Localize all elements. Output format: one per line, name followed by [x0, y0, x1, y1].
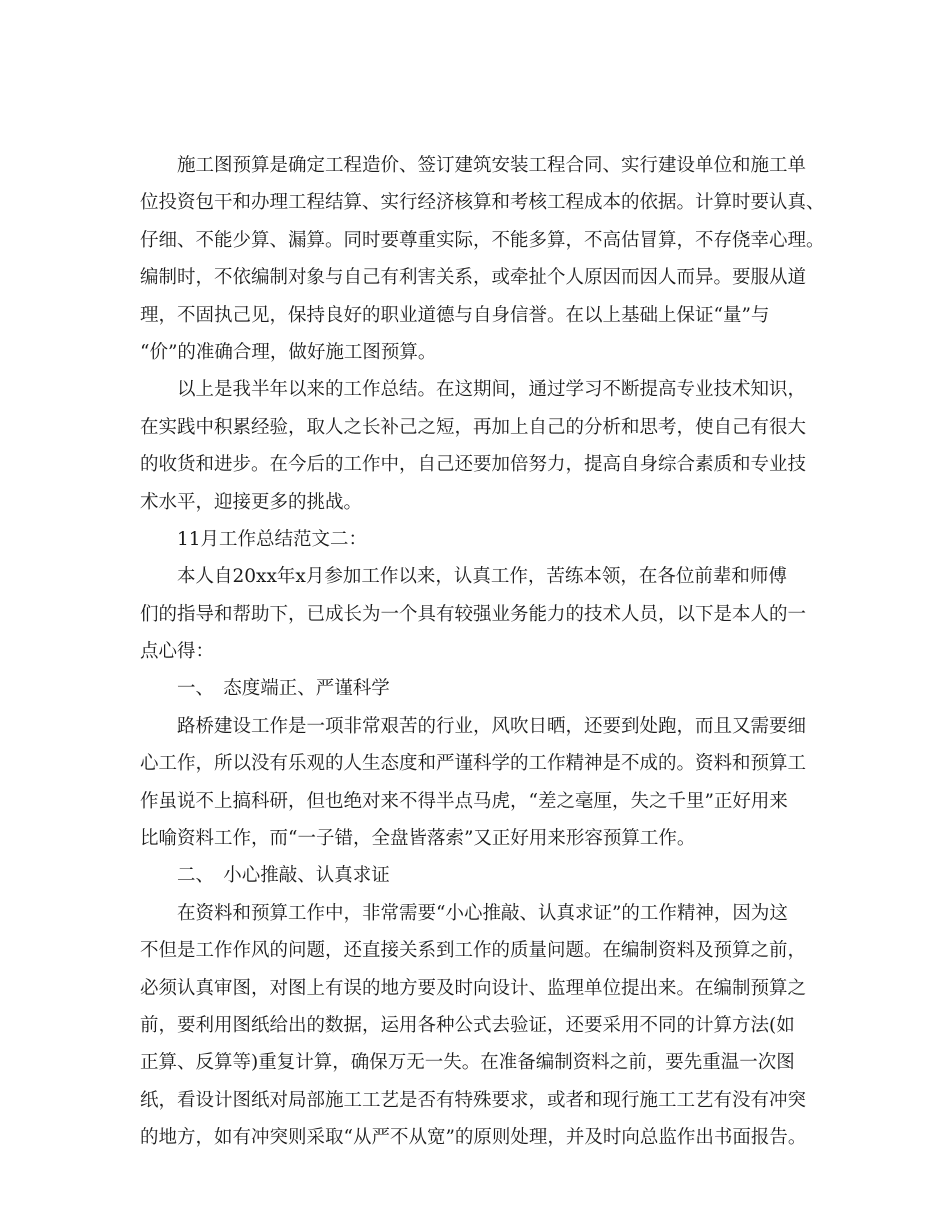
text-line: 前，要利用图纸给出的数据，运用各种公式去验证，还要采用不同的计算方法(如: [140, 1014, 795, 1036]
text-line: 位投资包干和办理工程结算、实行经济核算和考核工程成本的依据。计算时要认真、: [140, 192, 825, 214]
text-line: 比喻资料工作，而“一子错，全盘皆落索”又正好用来形容预算工作。: [140, 828, 696, 850]
text-line: 纸，看设计图纸对局部施工工艺是否有特殊要求，或者和现行施工工艺有没有冲突: [140, 1089, 807, 1111]
text-line: 路桥建设工作是一项非常艰苦的行业，风吹日晒，还要到处跑，而且又需要细: [177, 715, 807, 737]
text-line: 心工作，所以没有乐观的人生态度和严谨科学的工作精神是不成的。资料和预算工: [140, 753, 807, 775]
text-line: 作虽说不上搞科研，但也绝对来不得半点马虎，“差之毫厘，失之千里”正好用来: [140, 790, 788, 812]
text-line: “价”的准确合理，做好施工图预算。: [140, 341, 437, 363]
text-line: 点心得：: [140, 641, 215, 663]
text-line: 正算、反算等)重复计算，确保万无一失。在准备编制资料之前，要先重温一次图: [140, 1052, 795, 1074]
text-line: 编制时，不依编制对象与自己有利害关系，或牵扯个人原因而因人而异。要服从道: [140, 267, 807, 289]
subheading: 一、 态度端正、严谨科学: [177, 678, 390, 700]
text-line: 本人自20xx年x月参加工作以来，认真工作，苦练本领，在各位前辈和师傅: [177, 566, 787, 588]
text-line: 的收货和进步。在今后的工作中，自己还要加倍努力，提高自身综合素质和专业技: [140, 454, 807, 476]
text-line: 仔细、不能少算、漏算。同时要尊重实际，不能多算，不高估冒算，不存侥幸心理。: [140, 229, 825, 251]
text-line: 在资料和预算工作中，非常需要“小心推敲、认真求证”的工作精神，因为这: [177, 902, 788, 924]
subheading: 二、 小心推敲、认真求证: [177, 865, 390, 887]
document-body: [140, 147, 830, 1157]
text-line: 的地方，如有冲突则采取“从严不从宽”的原则处理，并及时向总监作出书面报告。: [140, 1127, 807, 1149]
text-line: 不但是工作作风的问题，还直接关系到工作的质量问题。在编制资料及预算之前，: [140, 940, 807, 962]
text-line: 术水平，迎接更多的挑战。: [140, 491, 363, 513]
section-title: 11月工作总结范文二：: [177, 528, 368, 550]
text-line: 在实践中积累经验，取人之长补己之短，再加上自己的分析和思考，使自己有很大: [140, 416, 807, 438]
text-line: 以上是我半年以来的工作总结。在这期间，通过学习不断提高专业技术知识，: [177, 379, 807, 401]
text-line: 们的指导和帮助下，已成长为一个具有较强业务能力的技术人员，以下是本人的一: [140, 603, 807, 625]
text-line: 必须认真审图，对图上有误的地方要及时向设计、监理单位提出来。在编制预算之: [140, 977, 807, 999]
text-line: 理，不固执己见，保持良好的职业道德与自身信誉。在以上基础上保证“量”与: [140, 304, 770, 326]
text-line: 施工图预算是确定工程造价、签订建筑安装工程合同、实行建设单位和施工单: [177, 155, 807, 176]
